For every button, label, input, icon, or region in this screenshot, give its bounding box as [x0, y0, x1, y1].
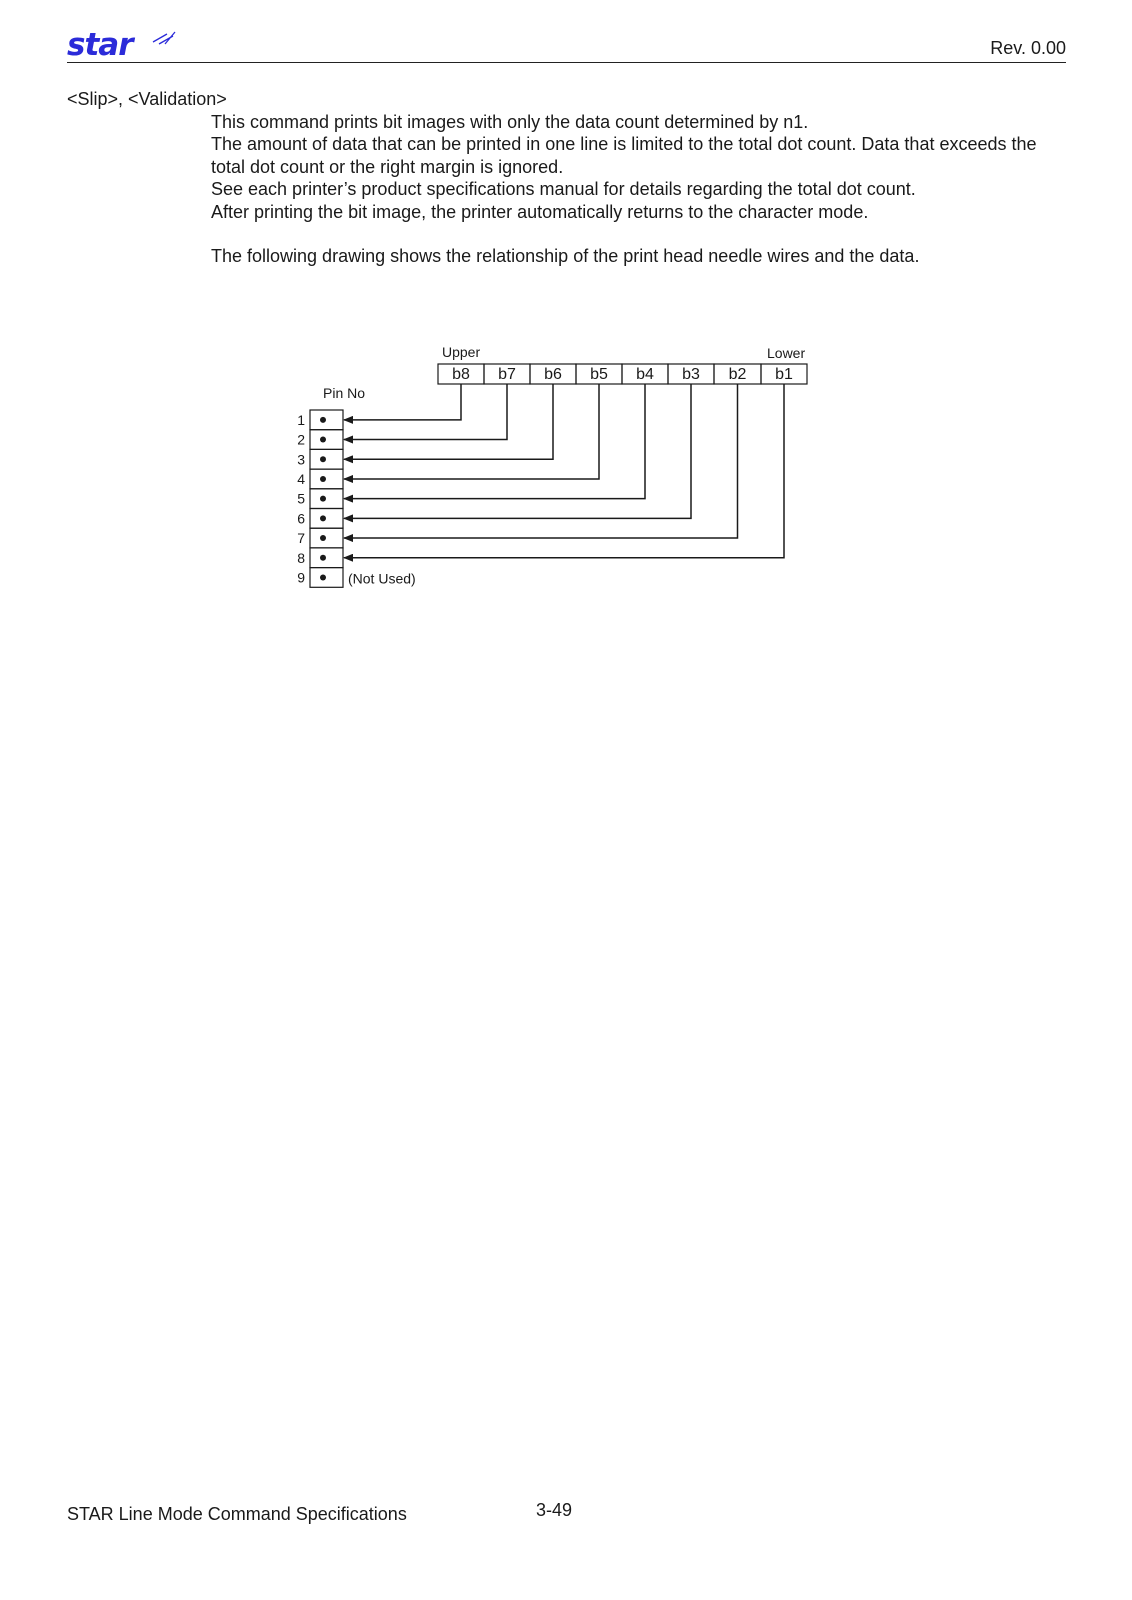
paragraph: The amount of data that can be printed in one line is limited to the total dot count. Data that exceeds the total dot count or the right margin is ignored.	[211, 134, 1037, 177]
connector-line	[344, 384, 553, 459]
pin-number: 9	[297, 569, 305, 586]
pin-dot	[320, 417, 326, 423]
pin-dot	[320, 515, 326, 521]
pin-number: 5	[297, 490, 305, 507]
pin-number: 1	[297, 411, 305, 428]
paragraph: The following drawing shows the relationship of the print head needle wires and the data.	[211, 246, 920, 267]
pin-cell	[310, 548, 343, 568]
connector-line	[344, 384, 784, 558]
bit-label: b3	[682, 366, 700, 383]
bit-label: b2	[728, 366, 747, 383]
pin-dot	[320, 456, 326, 462]
bit-label: b5	[590, 366, 608, 383]
footer-title: STAR Line Mode Command Specifications	[67, 1504, 407, 1524]
pin-dot	[320, 437, 326, 443]
revision-label: Rev. 0.00	[990, 38, 1066, 58]
paragraph: See each printer’s product specifications manual for details regarding the total dot count.	[211, 179, 916, 200]
paragraph: This command prints bit images with only the data count determined by n1.	[211, 112, 809, 132]
page-number: 3-49	[536, 1500, 573, 1520]
pin-cell	[310, 489, 343, 509]
bit-label: b7	[498, 366, 516, 383]
pin-cell	[310, 430, 343, 450]
connector-line	[344, 384, 507, 440]
lower-label: Lower	[767, 345, 806, 361]
svg-text:star: star	[67, 28, 133, 62]
pin-dot	[320, 555, 326, 561]
pin-number: 2	[297, 431, 305, 448]
pin-cell	[310, 410, 343, 430]
pin-dot	[320, 496, 326, 502]
pin-cell	[310, 469, 343, 489]
bit-label: b6	[544, 366, 562, 383]
connector-line	[344, 384, 599, 479]
pin-cell	[310, 568, 343, 588]
pin-cell	[310, 509, 343, 529]
bit-label: b4	[636, 366, 654, 383]
pin-number: 3	[297, 451, 305, 468]
pin-number: 6	[297, 510, 305, 527]
pin-dot	[320, 535, 326, 541]
pin-cell	[310, 449, 343, 469]
needle-wire-diagram	[0, 0, 1132, 620]
pin-number: 7	[297, 530, 305, 547]
paragraph: After printing the bit image, the printer automatically returns to the character mode.	[211, 201, 869, 222]
bit-label: b1	[775, 366, 793, 383]
pin-dot	[320, 476, 326, 482]
pin-number: 4	[297, 470, 305, 487]
upper-label: Upper	[442, 344, 481, 360]
pin-number: 8	[297, 549, 305, 566]
connector-line	[344, 384, 645, 499]
not-used-label: (Not Used)	[348, 570, 416, 587]
bit-label: b8	[452, 366, 470, 383]
pin-cell	[310, 528, 343, 548]
pin-no-label: Pin No	[323, 385, 366, 401]
connector-line	[344, 384, 738, 538]
section-label: <Slip>, <Validation>	[67, 89, 227, 109]
pin-dot	[320, 574, 326, 580]
